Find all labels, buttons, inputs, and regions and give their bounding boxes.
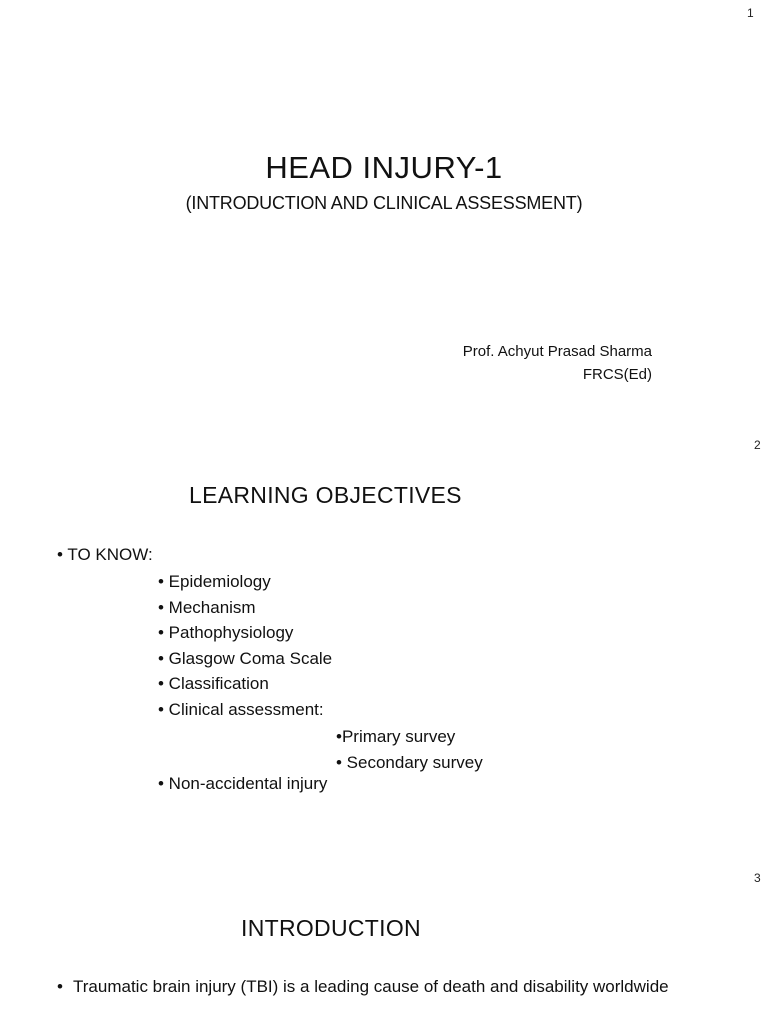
slide-heading: LEARNING OBJECTIVES — [189, 482, 462, 508]
author-block — [463, 340, 652, 386]
bullet-marker: • — [57, 977, 63, 996]
list-item: • Epidemiology — [158, 572, 271, 591]
list-item: • Glasgow Coma Scale — [158, 648, 333, 668]
list-item: • Pathophysiology — [158, 623, 294, 642]
slide-number: 3 — [754, 871, 761, 885]
intro-bullet — [57, 978, 697, 995]
author-name: Prof. Achyut Prasad Sharma — [462, 343, 652, 360]
slide-3 — [0, 865, 768, 1024]
objectives-list — [158, 569, 332, 722]
slide-2 — [0, 432, 768, 865]
slide-1 — [0, 0, 768, 432]
slide-number: 1 — [747, 6, 754, 20]
slide-heading: INTRODUCTION — [241, 915, 421, 941]
list-item: • Secondary survey — [336, 752, 483, 772]
list-item: • Clinical assessment: — [158, 699, 324, 719]
list-item: • Non-accidental injury — [158, 774, 328, 793]
clinical-assessment-sublist — [336, 724, 483, 775]
author-credentials: FRCS(Ed) — [582, 366, 652, 383]
list-item: •Primary survey — [336, 727, 456, 746]
list-item: • Classification — [158, 674, 269, 693]
slide-subtitle: (INTRODUCTION AND CLINICAL ASSESSMENT) — [185, 193, 583, 213]
bullet-to-know: • TO KNOW: — [57, 545, 153, 564]
bullet-text: Traumatic brain injury (TBI) is a leading cause of death and disability worldwide — [73, 977, 669, 996]
slide-number: 2 — [754, 438, 761, 452]
list-item: • Mechanism — [158, 597, 256, 617]
slide-title: HEAD INJURY-1 — [265, 150, 503, 185]
